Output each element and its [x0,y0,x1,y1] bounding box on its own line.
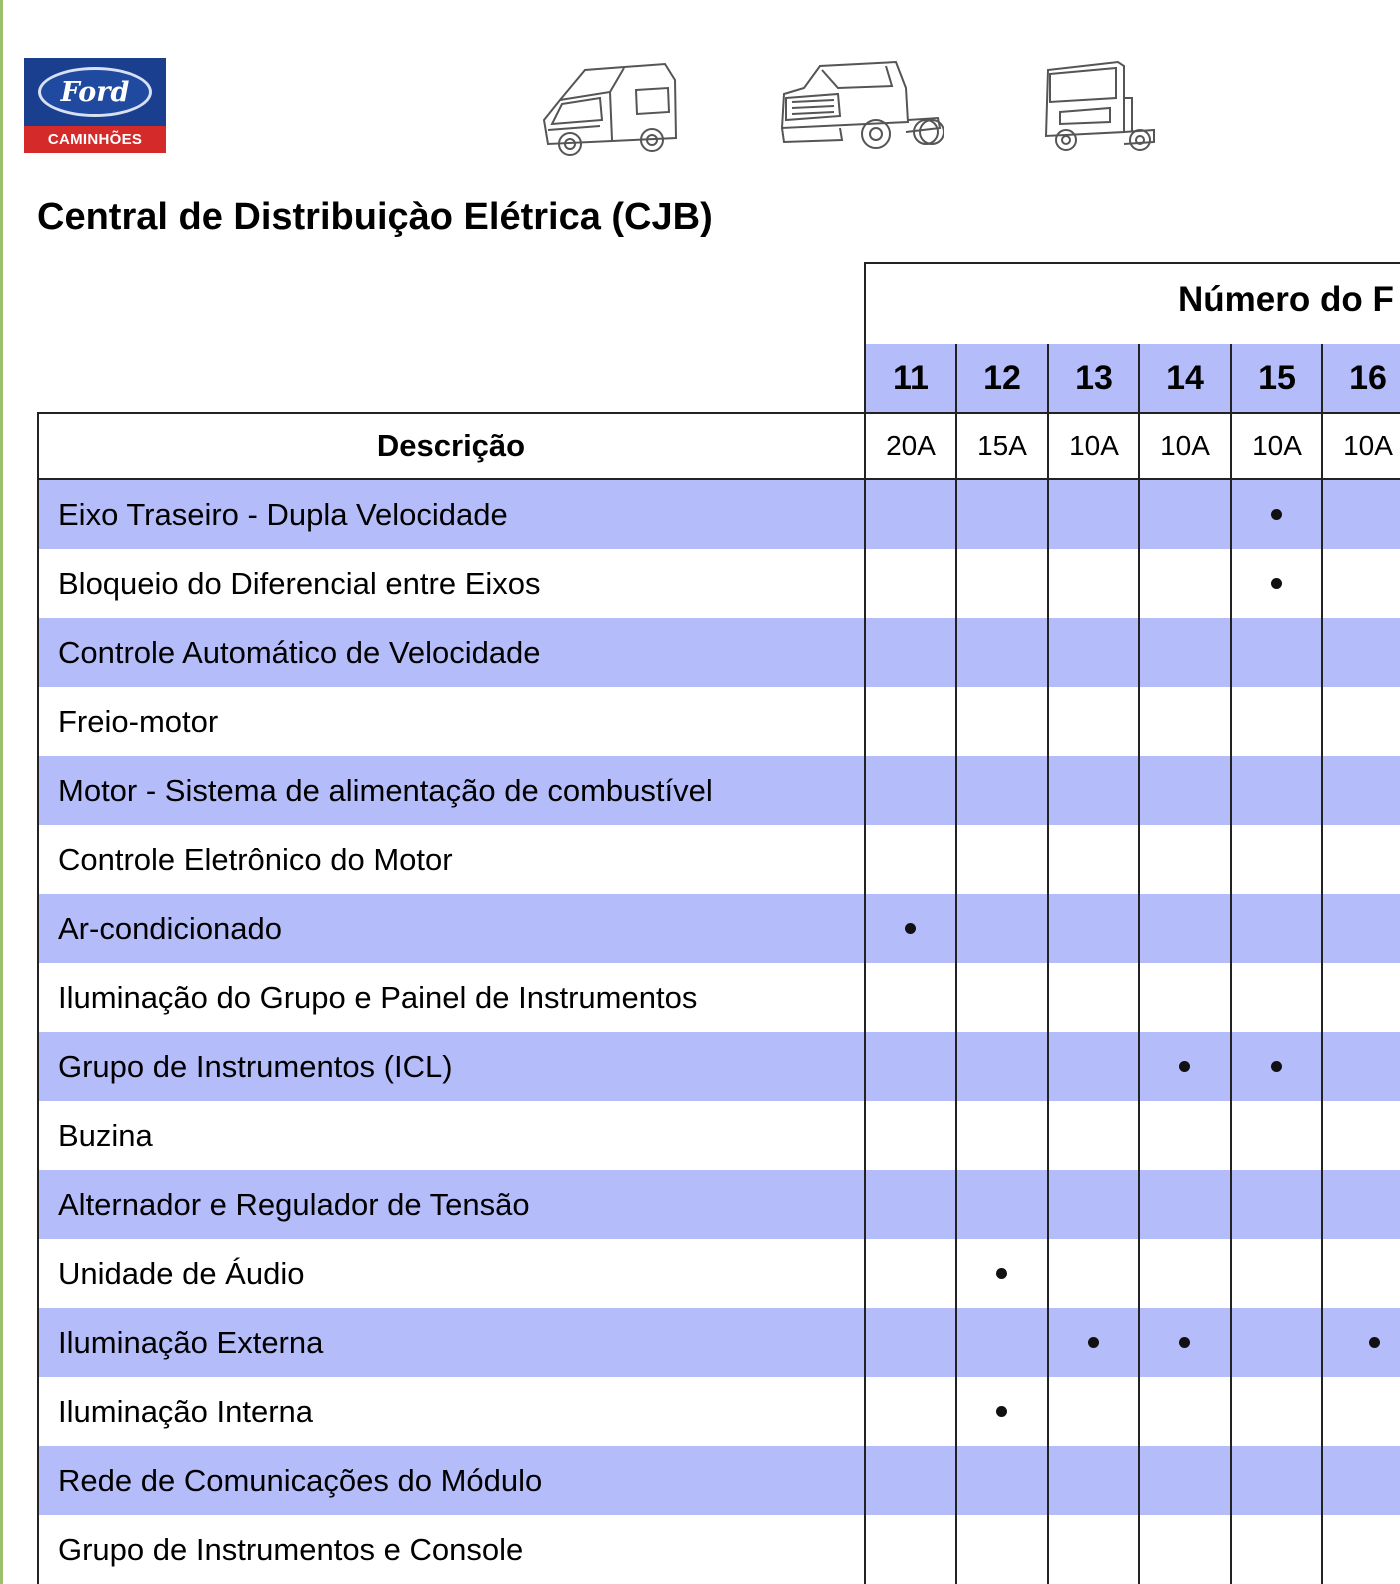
fuse-usage-dot [1271,1061,1282,1072]
table-row [38,1446,1400,1515]
row-description: Controle Automático de Velocidade [58,634,541,670]
row-description: Iluminação do Grupo e Painel de Instrumentos [58,979,698,1015]
fuse-usage-dot [1179,1061,1190,1072]
fuse-amperage-16: 10A [1343,430,1393,461]
row-description: Ar-condicionado [58,910,283,946]
table-rule [37,478,1400,480]
fuse-number-12: 12 [957,344,1047,412]
row-description: Rede de Comunicações do Módulo [58,1462,543,1498]
table-row [38,894,1400,963]
fuse-usage-dot [996,1406,1007,1417]
row-description: Bloqueio do Diferencial entre Eixos [58,565,541,601]
ford-logo [24,58,166,153]
table-rule [37,412,1400,414]
table-rule [1138,344,1140,1584]
table-row [38,756,1400,825]
row-description: Freio-motor [58,703,219,739]
table-row [38,1101,1400,1170]
table-row [38,687,1400,756]
row-description: Controle Eletrônico do Motor [58,841,453,877]
table-rule [37,412,39,1584]
cabover-truck-icon [1040,58,1158,156]
pickup-truck-icon [778,58,944,156]
table-row [38,1170,1400,1239]
fuse-number-16: 16 [1323,344,1400,412]
fuse-number-11: 11 [866,344,956,412]
group-header-label: Número do F [1178,280,1394,319]
row-description: Unidade de Áudio [58,1255,305,1291]
row-description: Grupo de Instrumentos (ICL) [58,1048,453,1084]
fuse-amperage-14: 10A [1160,430,1210,461]
description-header: Descrição [376,428,526,463]
ford-oval: Ford [38,67,152,117]
fuse-usage-dot [1088,1337,1099,1348]
fuse-usage-dot [1271,509,1282,520]
table-row [38,825,1400,894]
fuse-amperage-15: 10A [1252,430,1302,461]
fuse-amperage-13: 10A [1069,430,1119,461]
table-rule [955,344,957,1584]
fuse-usage-dot [1179,1337,1190,1348]
table-rule [1230,344,1232,1584]
van-icon [540,60,680,158]
row-description: Alternador e Regulador de Tensão [58,1186,530,1222]
fuse-number-14: 14 [1140,344,1230,412]
table-row [38,1308,1400,1377]
table-row [38,480,1400,549]
table-row [38,549,1400,618]
fuse-amperage-11: 20A [886,430,936,461]
fuse-amperage-12: 15A [977,430,1027,461]
table-row [38,1515,1400,1584]
row-description: Grupo de Instrumentos e Console [58,1531,524,1567]
row-description: Motor - Sistema de alimentação de combustível [58,772,713,808]
fuse-usage-dot [996,1268,1007,1279]
table-rule [1321,344,1323,1584]
page-edge-line [0,0,3,1584]
fuse-usage-dot [905,923,916,934]
logo-tagline: CAMINHÕES [24,126,166,153]
fuse-usage-dot [1271,578,1282,589]
row-description: Buzina [58,1117,153,1153]
table-row [38,1377,1400,1446]
row-description: Iluminação Interna [58,1393,314,1429]
fuse-usage-dot [1369,1337,1380,1348]
table-row [38,618,1400,687]
table-row [38,1239,1400,1308]
fuse-number-15: 15 [1232,344,1322,412]
fuse-number-13: 13 [1049,344,1139,412]
page-title: Central de Distribuiçào Elétrica (CJB) [37,196,713,238]
table-row [38,1032,1400,1101]
table-rule [864,262,866,1584]
table-row [38,963,1400,1032]
row-description: Eixo Traseiro - Dupla Velocidade [58,496,508,532]
row-description: Iluminação Externa [58,1324,324,1360]
table-rule [1047,344,1049,1584]
